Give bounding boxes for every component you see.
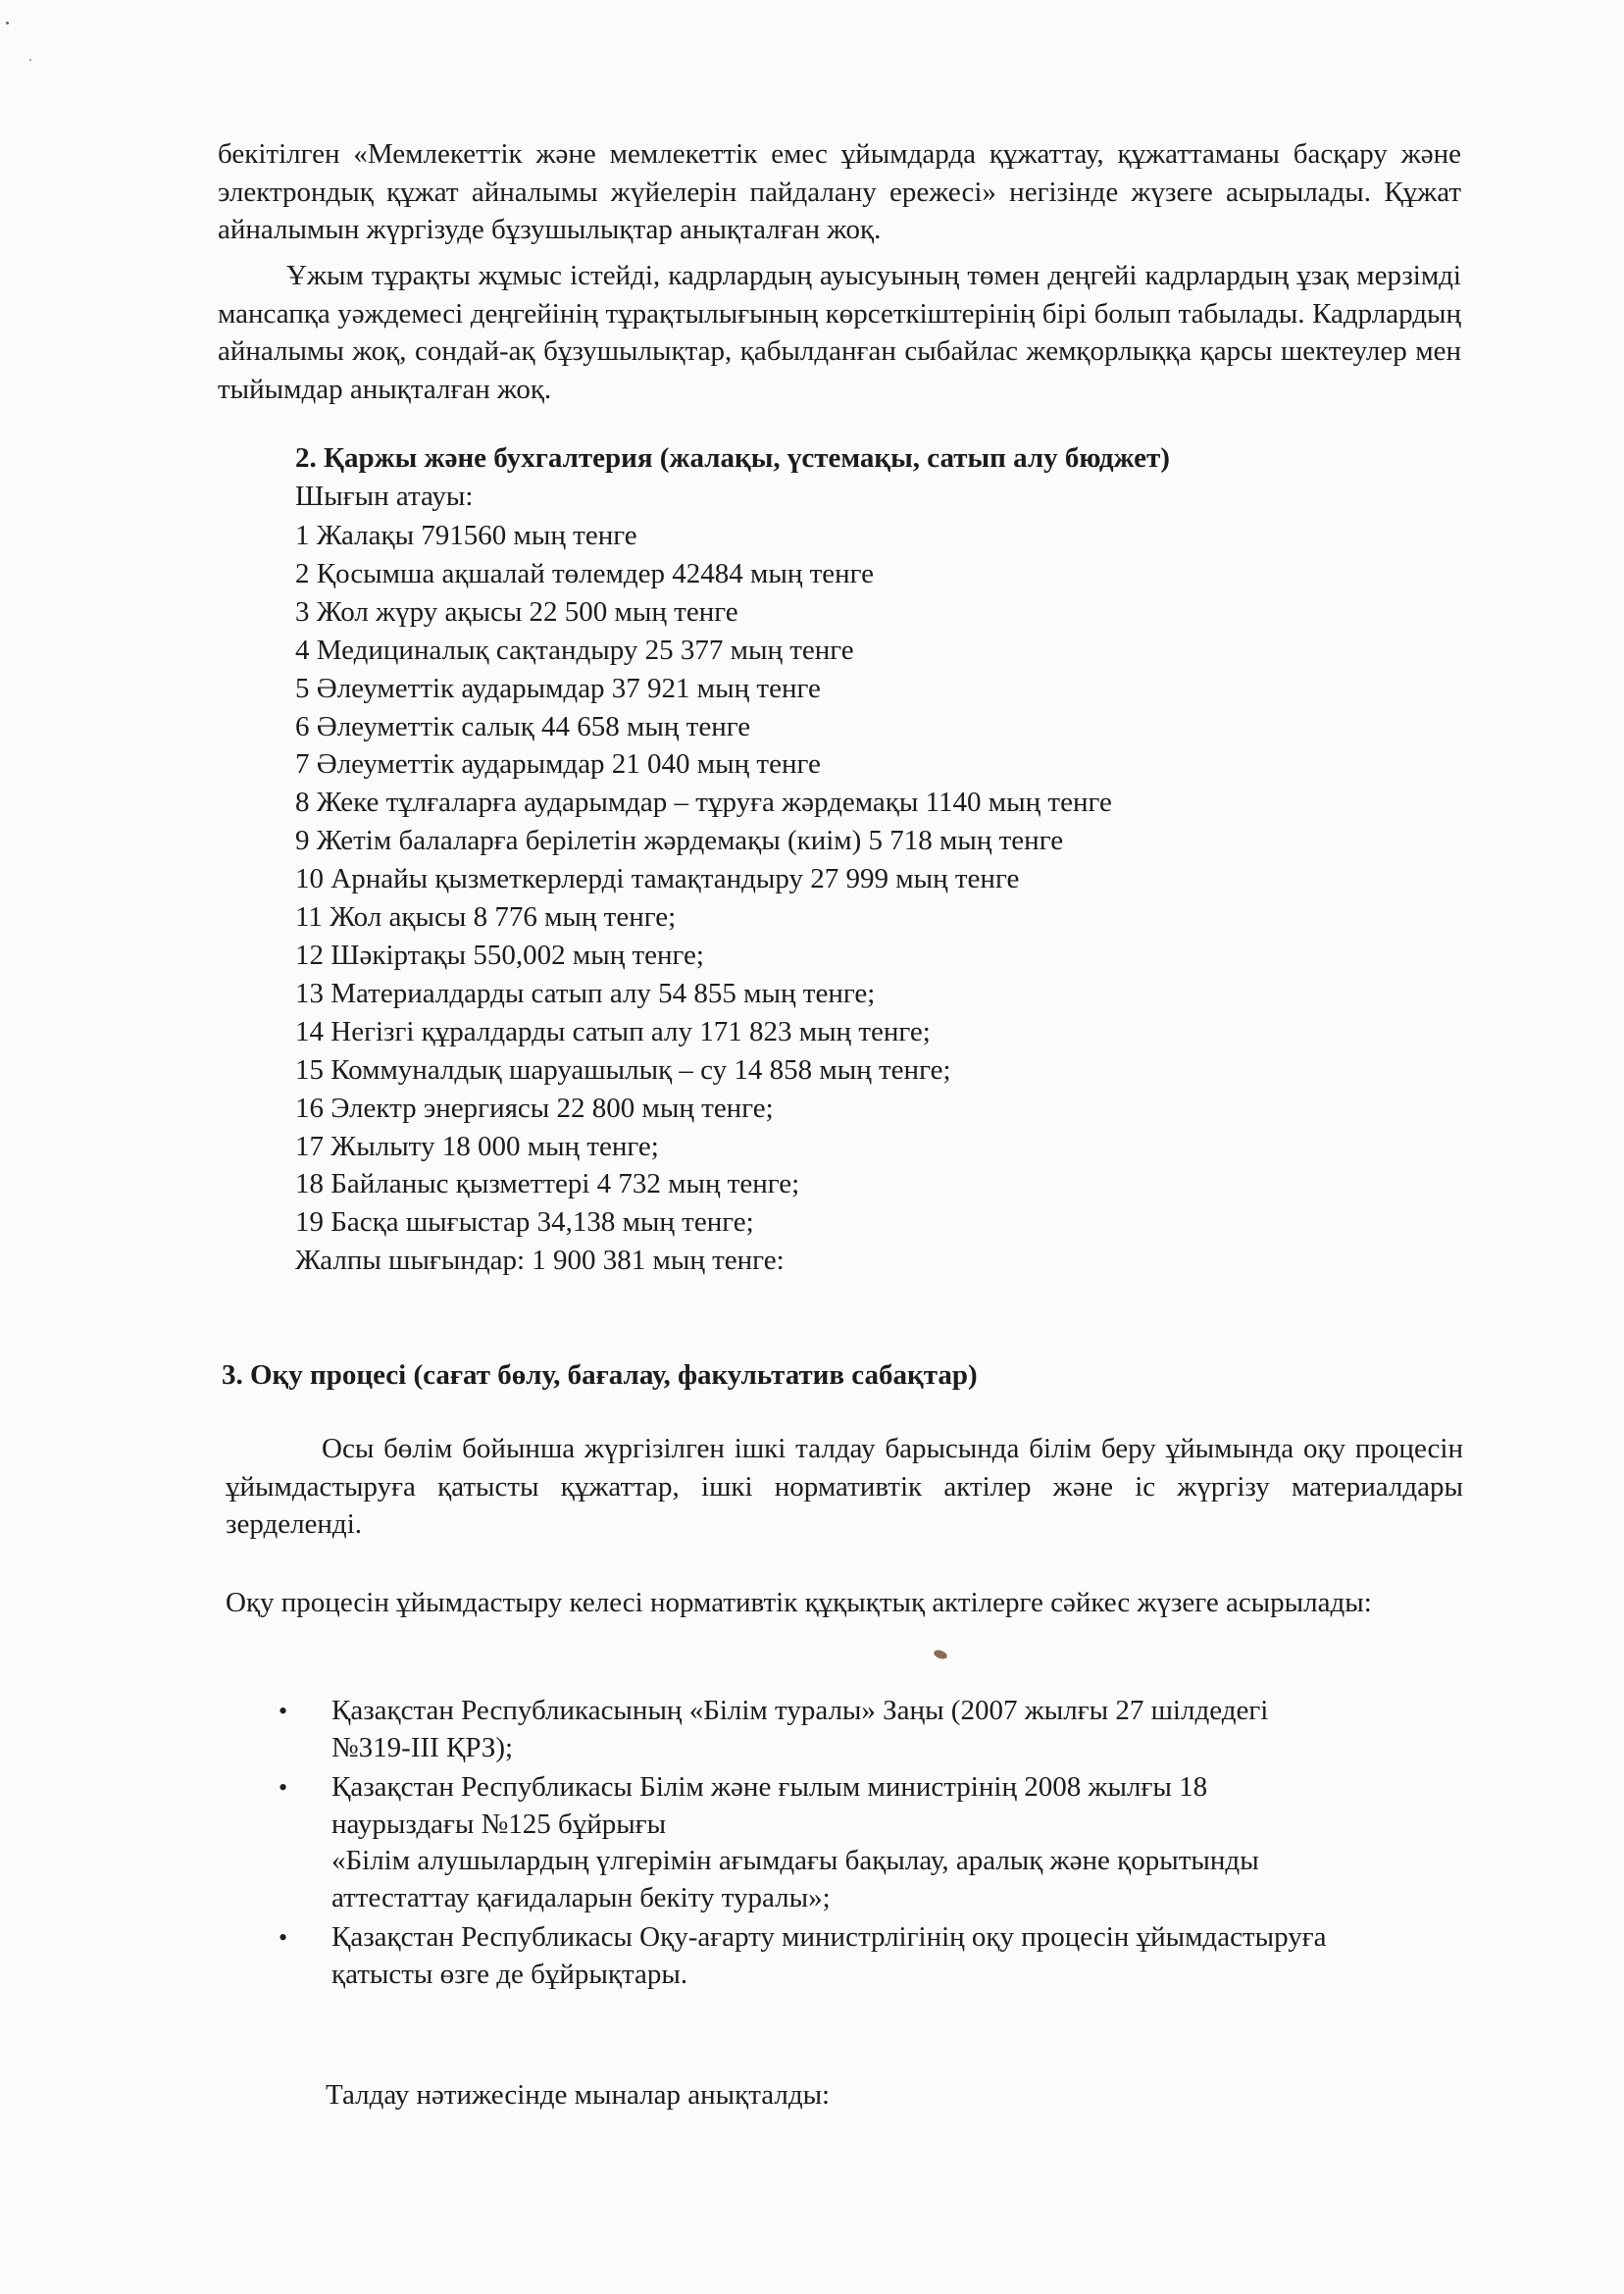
legal-act-line: қатысты өзге де бұйрықтары. — [331, 1958, 688, 1990]
expense-item: 8 Жеке тұлғаларға аударымдар – тұруға жәрдемақы 1140 мың тенге — [295, 787, 1112, 819]
section-3-heading: 3. Оқу процесі (сағат бөлу, бағалау, факультатив сабақтар) — [222, 1359, 978, 1391]
legal-act-line: Қазақстан Республикасы Білім және ғылым министрінің 2008 жылғы 18 — [331, 1771, 1208, 1803]
expense-item: 7 Әлеуметтік аударымдар 21 040 мың тенге — [295, 748, 821, 781]
expense-total: Жалпы шығындар: 1 900 381 мың тенге: — [295, 1245, 785, 1277]
legal-act-item — [279, 1919, 1449, 1993]
expense-item: 13 Материалдарды сатып алу 54 855 мың тенге; — [295, 977, 876, 1009]
expense-item: 19 Басқа шығыстар 34,138 мың тенге; — [295, 1206, 754, 1239]
staff-paragraph-text: Ұжым тұрақты жұмыс істейді, кадрлардың ауысуының төмен деңгейі кадрлардың ұзақ мерзімді мансапқа уәждемесі деңгейінің тұрақтылығының көрсеткіштерінің бірі болып табылады. Кадрлардың айналымы жоқ, сондай-ақ бұзушылықтар, қабылданған сыбайлас жемқорлыққа қарсы шектеулер мен тыйымдар анықталған жоқ. — [218, 260, 1461, 405]
expense-item: 9 Жетім балаларға берілетін жәрдемақы (киім) 5 718 мың тенге — [295, 825, 1064, 857]
bullet-icon: • — [279, 1773, 288, 1802]
intro-paragraph: бекітілген «Мемлекеттік және мемлекеттік емес ұйымдарда құжаттау, құжаттаманы басқару және электрондық құжат айналымы жүйелерін пайдалану ережесі» негізінде жүзеге асырылады. Құжат айналымын жүргізуде бұзушылықтар анықталған жоқ. — [218, 138, 1461, 245]
acts-intro-paragraph: Оқу процесін ұйымдастыру келесі нормативтік құқықтық актілерге сәйкес жүзеге асырылады: — [226, 1587, 1372, 1618]
expense-item: 5 Әлеуметтік аударымдар 37 921 мың тенге — [295, 672, 821, 704]
staff-paragraph — [218, 257, 1461, 408]
legal-act-line: наурыздағы №125 бұйрығы — [331, 1808, 667, 1840]
expense-item: 16 Электр энергиясы 22 800 мың тенге; — [295, 1092, 774, 1124]
legal-act-line: Қазақстан Республикасы Оқу-ағарту министрлігінің оқу процесін ұйымдастыруға — [331, 1921, 1327, 1953]
legal-act-line: Қазақстан Республикасының «Білім туралы» Заңы (2007 жылғы 27 шілдедегі — [331, 1695, 1269, 1726]
expense-item: 2 Қосымша ақшалай төлемдер 42484 мың тенге — [295, 557, 875, 589]
section-2-heading: 2. Қаржы және бухгалтерия (жалақы, үстемақы, сатып алу бюджет) — [295, 442, 1170, 474]
expense-item: 12 Шәкіртақы 550,002 мың тенге; — [295, 939, 704, 971]
expense-item: 1 Жалақы 791560 мың тенге — [295, 520, 637, 551]
expense-item: 10 Арнайы қызметкерлерді тамақтандыру 27 999 мың тенге — [295, 863, 1020, 895]
expense-item: 4 Медициналық сақтандыру 25 377 мың тенге — [295, 634, 854, 666]
analysis-paragraph-text: Осы бөлім бойынша жүргізілген ішкі талдау барысында білім беру ұйымында оқу процесін ұйымдастыруға қатысты құжаттар, ішкі нормативтік актілер және іс жүргізу материалдары зерделенді. — [226, 1433, 1463, 1540]
expense-item: 11 Жол ақысы 8 776 мың тенге; — [295, 901, 677, 934]
expense-list — [295, 517, 1112, 1280]
expense-item: 17 Жылыту 18 000 мың тенге; — [295, 1130, 659, 1162]
legal-act-line: аттестаттау қағидаларын бекіту туралы»; — [331, 1881, 831, 1913]
expense-item: 6 Әлеуметтік салық 44 658 мың тенге — [295, 710, 751, 742]
bullet-icon: • — [279, 1697, 288, 1725]
legal-acts-list — [279, 1693, 1449, 1993]
legal-act-item — [279, 1769, 1449, 1916]
scan-speck — [933, 1649, 948, 1660]
legal-act-line: №319-ІІІ ҚРЗ); — [331, 1731, 514, 1763]
scan-speck — [29, 59, 31, 61]
expense-name-label: Шығын атауы: — [295, 481, 474, 512]
expense-item: 18 Байланыс қызметтері 4 732 мың тенге; — [295, 1168, 800, 1200]
legal-act-line: «Білім алушылардың үлгерімін ағымдағы бақылау, аралық және қорытынды — [331, 1845, 1259, 1876]
expense-item: 14 Негізгі құралдарды сатып алу 171 823 мың тенге; — [295, 1015, 931, 1047]
conclusion-text: Талдау нәтижесінде мыналар анықталды: — [326, 2079, 831, 2111]
legal-act-item — [279, 1693, 1449, 1766]
scan-speck — [6, 22, 9, 25]
bullet-icon: • — [279, 1923, 288, 1952]
expense-item: 3 Жол жүру ақысы 22 500 мың тенге — [295, 595, 738, 628]
expense-item: 15 Коммуналдық шаруашылық – су 14 858 мың тенге; — [295, 1053, 951, 1086]
analysis-paragraph — [226, 1430, 1463, 1544]
